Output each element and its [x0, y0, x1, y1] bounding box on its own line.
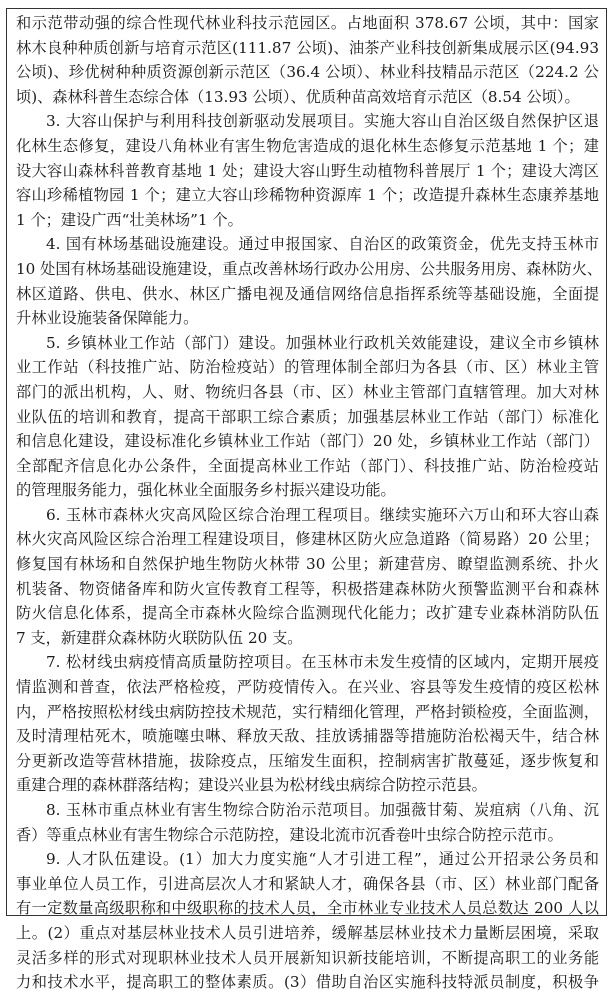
paragraph-item-4 [16, 232, 603, 330]
text-line: 分更新改造等营林措施，拔除疫点，压缩发生面积，控制病害扩散蔓延，逐步恢复和 [16, 751, 599, 770]
document-page-frame [6, 8, 607, 992]
text-line: 防火信息化体系，提高全市森林火险综合监测现代化能力；改扩建专业森林消防队伍 [16, 604, 599, 623]
text-line: 业工作站（科技推广站、防治检疫站）的管理体制全部归为各县（市、区）林业主管 [16, 358, 599, 377]
text-line: 及时清理枯死木，喷施噻虫啉、释放天敌、挂放诱捕器等措施防治松褐天牛，结合林 [16, 727, 599, 746]
text-line: 设大容山森林科普教育基地 1 处；建设大容山野生动植物科普展厅 1 个；建设大湾区 [16, 161, 599, 180]
text-line: 的管理服务能力，强化林业全面服务乡村振兴建设功能。 [16, 481, 396, 500]
text-line: 和示范带动强的综合性现代林业科技示范园区。占地面积 378.67 公顷，其中：国家 [16, 14, 599, 32]
text-line: 香）等重点林业有害生物综合示范防控，建设北流市沉香卷叶虫综合防控示范市。 [16, 825, 563, 844]
paragraph-item-8 [16, 798, 599, 847]
text-line: 林火灾高风险区综合治理工程建设项目，修建林区防火应急道路（简易路）20 公里； [16, 530, 599, 549]
text-line: 部门的派出机构，人、财、物统归各县（市、区）林业主管部门直辖管理。加大对林 [16, 382, 599, 401]
text-line: 容山珍稀植物园 1 个；建立大容山珍稀物种资源库 1 个；改造提升森林生态康养基地 [16, 186, 599, 205]
text-line: 5. 乡镇林业工作站（部门）建设。加强林业行政机关效能建设，建议全市乡镇林 [46, 333, 599, 352]
text-line: 修复国有林场和自然保护地生物防火林带 30 公里；新建营房、瞭望监测系统、扑火 [16, 555, 599, 574]
text-line: 8. 玉林市重点林业有害生物综合防治示范项目。加强薇甘菊、炭疽病（八角、沉 [46, 801, 599, 819]
text-line: 情监测和普查，依法严格检疫，严防疫情传入。在兴业、容县等发生疫情的疫区松林 [16, 678, 599, 697]
paragraph-item-3 [16, 109, 599, 232]
paragraph-item-9 [16, 847, 599, 995]
paragraph-item-6 [16, 503, 599, 651]
text-line: 事业单位人员工作，引进高层次人才和紧缺人才，确保各县（市、区）林业部门配备 [16, 874, 599, 893]
text-line: 有一定数量高级职称和中级职称的技术人员，全市林业专业技术人员总数达 200 人以 [16, 899, 599, 918]
document-body [16, 11, 603, 995]
text-line: 4. 国有林场基础设施建设。通过申报国家、自治区的政策资金，优先支持玉林市 [46, 235, 599, 254]
text-line: 7. 松材线虫病疫情高质量防控项目。在玉林市未发生疫情的区域内，定期开展疫 [46, 653, 599, 672]
text-line: 机装备、物资储备库和防火宣传教育工程等，积极搭建森林防火预警监测平台和森林 [16, 579, 599, 598]
text-line: 业队伍的培训和教育，提高干部职工综合素质；加强基层林业工作站（部门）标准化 [16, 407, 599, 426]
text-line: 公顷)、珍优树种种质资源创新示范区（36.4 公顷）、林业科技精品示范区（224.2 公 [16, 63, 599, 82]
text-line: 7 支，新建群众森林防火联防队伍 20 支。 [16, 628, 303, 647]
text-line: 全部配齐信息化办公条件，全面提高林业工作站（部门）、科技推广站、防治检疫站 [16, 456, 599, 475]
text-line: 重建合理的森林群落结构；建设兴业县为松材线虫病综合防控示范县。 [16, 776, 487, 795]
text-line: 升林业设施装备保障能力。 [16, 309, 199, 328]
text-line: 力和技术水平，提高职工的整体素质。(3）借助自治区实施科技特派员制度，积极争 [16, 973, 599, 992]
text-line: 内，严格按照松材线虫病防控技术规范，实行精细化管理，严格封锁检疫，全面监测， [16, 702, 599, 721]
text-line: 3. 大容山保护与利用科技创新驱动发展项目。实施大容山自治区级自然保护区退 [46, 112, 599, 131]
paragraph-item-2-continued [16, 11, 599, 109]
text-line: 林区道路、供电、供水、林区广播电视及通信网络信息指挥系统等基础设施，全面提 [16, 284, 599, 303]
text-line: 上。(2）重点对基层林业技术人员引进培养，缓解基层林业技术力量断层困境，采取 [16, 923, 599, 942]
text-line: 6. 玉林市森林火灾高风险区综合治理工程项目。继续实施环六万山和环大容山森 [46, 505, 599, 524]
text-line: 9. 人才队伍建设。(1）加大力度实施“人才引进工程”，通过公开招录公务员和 [46, 850, 599, 869]
text-line: 顷)、森林科普生态综合体（13.93 公顷）、优质种苗高效培育示范区（8.54 公顷）。 [16, 87, 580, 106]
text-line: 1 个；建设广西“壮美林场”1 个。 [16, 210, 243, 229]
text-line: 10 处国有林场基础设施建设，重点改善林场行政办公用房、公共服务用房、森林防火、 [16, 259, 603, 278]
text-line: 林木良种种质创新与培育示范区(111.87 公顷)、油茶产业科技创新集成展示区(94.93 [16, 38, 599, 57]
paragraph-item-7 [16, 650, 599, 798]
text-line: 和信息化建设，建设标准化乡镇林业工作站（部门）20 处，乡镇林业工作站（部门） [16, 432, 599, 451]
text-line: 灵活多样的形式对现职林业技术人员开展新知识新技能培训，不断提高职工的业务能 [16, 948, 599, 967]
paragraph-item-5 [16, 331, 599, 503]
text-line: 化林生态修复，建设八角林业有害生物危害造成的退化林生态修复示范基地 1 个；建 [16, 136, 599, 155]
